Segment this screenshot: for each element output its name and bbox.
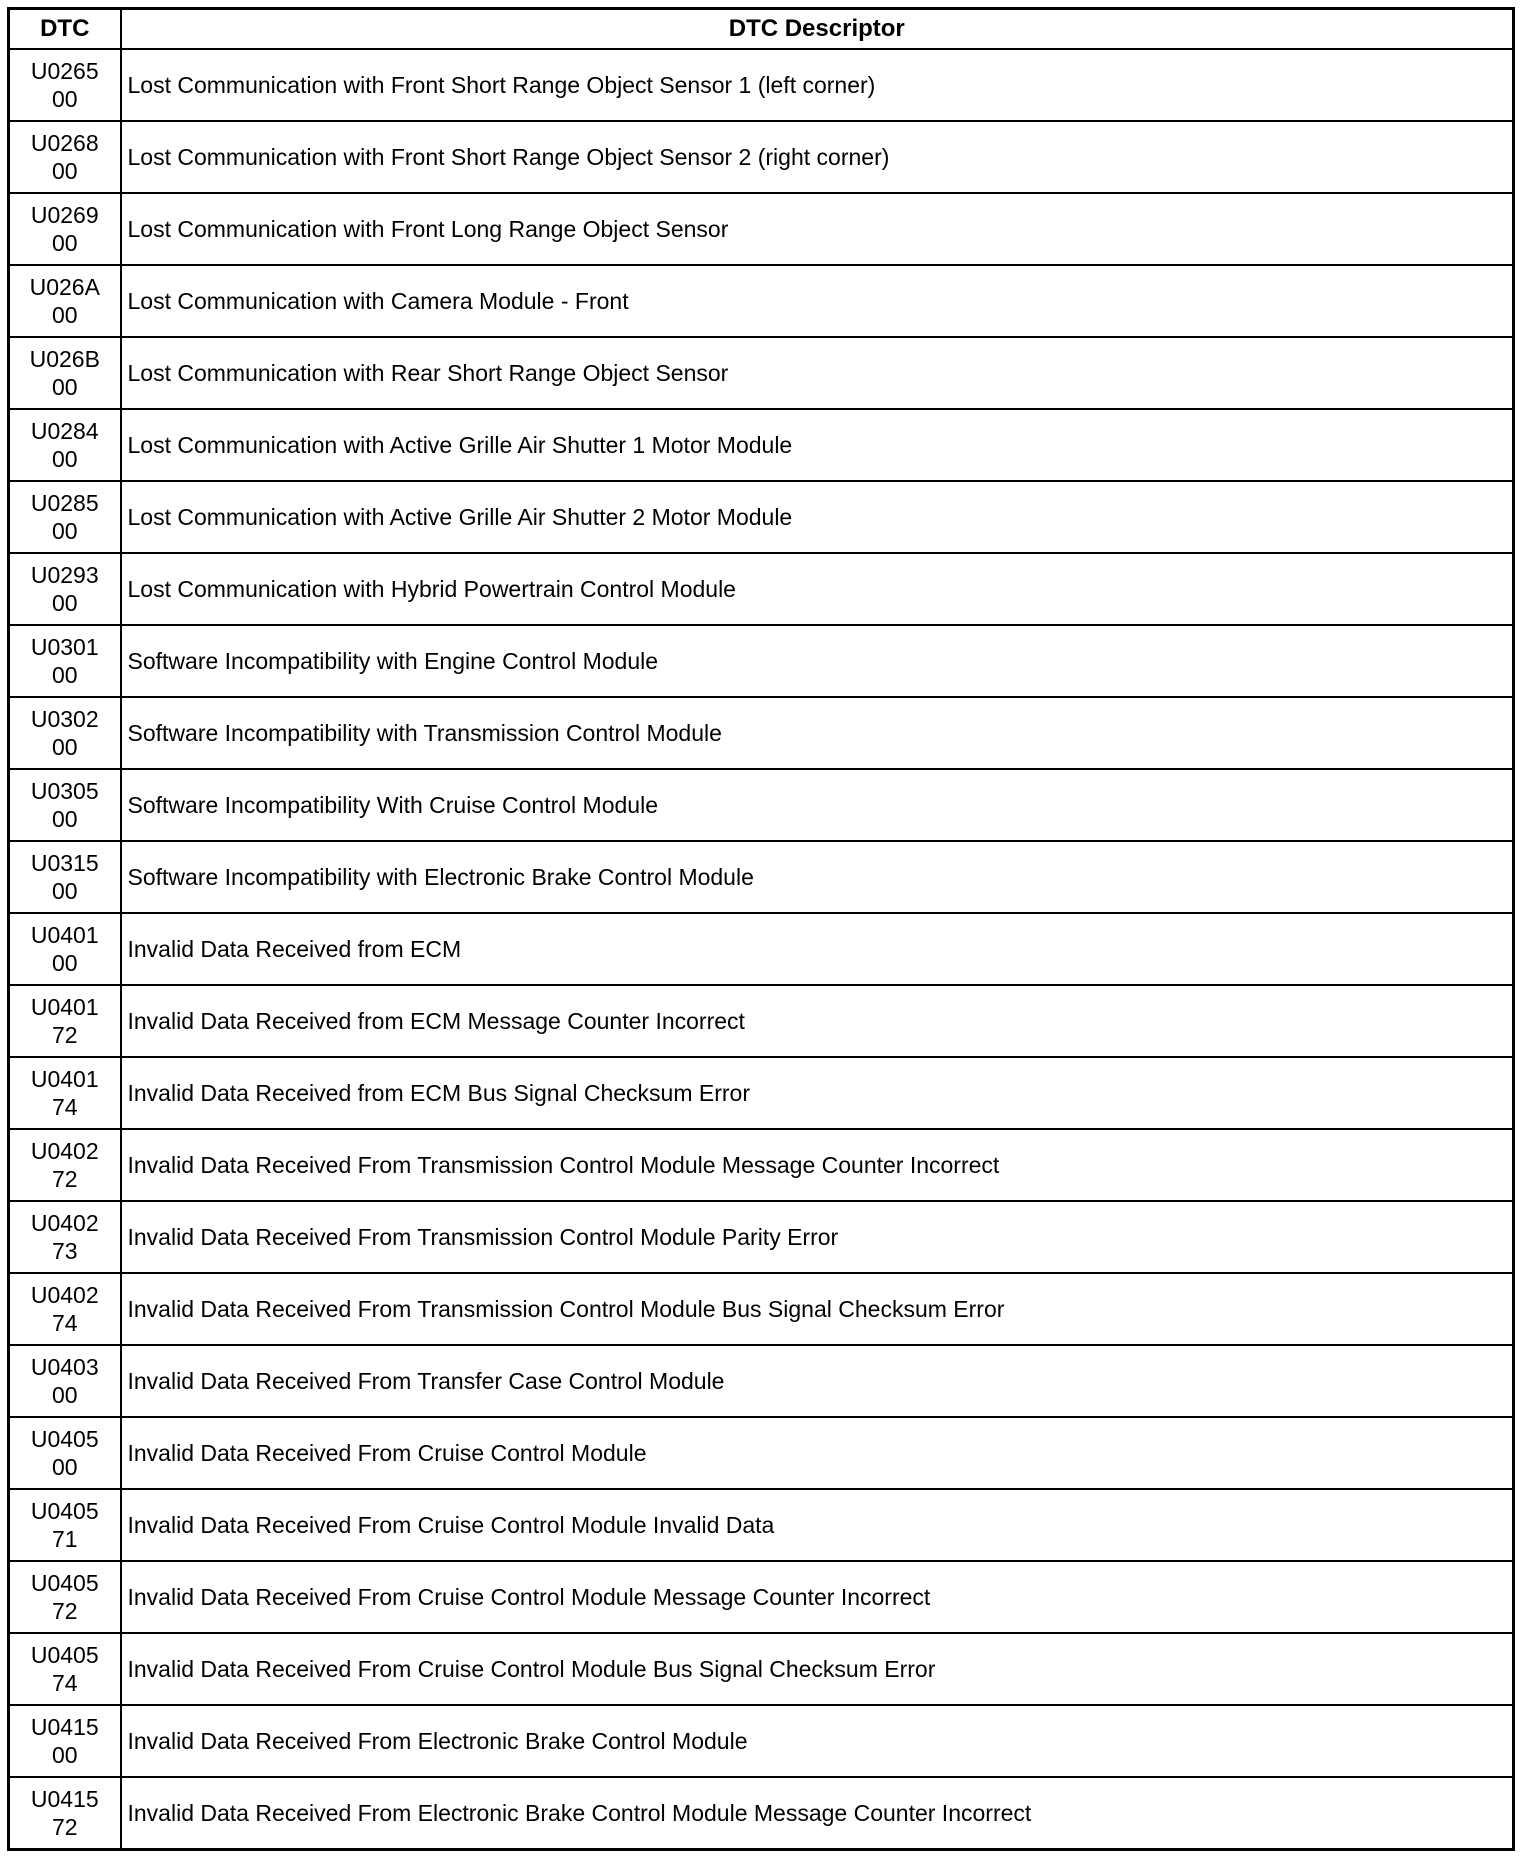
table-header-row xyxy=(9,9,1514,50)
table-row xyxy=(9,1129,1514,1201)
dtc-descriptor: Invalid Data Received From Electronic Brake Control Module Message Counter Incorrect xyxy=(121,1777,1514,1850)
dtc-symptom-byte: 00 xyxy=(51,590,78,616)
dtc-descriptor: Software Incompatibility with Electronic Brake Control Module xyxy=(121,841,1514,913)
dtc-descriptor: Invalid Data Received from ECM Bus Signal Checksum Error xyxy=(121,1057,1514,1129)
dtc-code-cell xyxy=(9,1345,121,1417)
dtc-code: U0402 xyxy=(30,1210,99,1236)
dtc-code-cell xyxy=(9,1201,121,1273)
dtc-code-cell xyxy=(9,121,121,193)
dtc-descriptor: Lost Communication with Active Grille Air Shutter 1 Motor Module xyxy=(121,409,1514,481)
dtc-descriptor: Software Incompatibility with Transmission Control Module xyxy=(121,697,1514,769)
table-body xyxy=(9,49,1514,1850)
dtc-code-cell xyxy=(9,769,121,841)
dtc-code: U0415 xyxy=(30,1786,99,1812)
dtc-symptom-byte: 00 xyxy=(51,1382,78,1408)
dtc-code: U0301 xyxy=(30,634,99,660)
dtc-descriptor: Lost Communication with Front Short Range Object Sensor 1 (left corner) xyxy=(121,49,1514,121)
dtc-code: U0415 xyxy=(30,1714,99,1740)
dtc-code-cell xyxy=(9,985,121,1057)
dtc-code: U0302 xyxy=(30,706,99,732)
dtc-descriptor: Invalid Data Received From Electronic Brake Control Module xyxy=(121,1705,1514,1777)
dtc-code: U0401 xyxy=(30,1066,99,1092)
dtc-descriptor: Invalid Data Received From Cruise Control Module Message Counter Incorrect xyxy=(121,1561,1514,1633)
table-row xyxy=(9,913,1514,985)
dtc-code: U0269 xyxy=(30,202,99,228)
dtc-code: U0268 xyxy=(30,130,99,156)
dtc-code-cell xyxy=(9,1777,121,1850)
table-row xyxy=(9,337,1514,409)
table-row xyxy=(9,193,1514,265)
dtc-code: U026A xyxy=(29,274,100,300)
table-row xyxy=(9,1345,1514,1417)
dtc-symptom-byte: 00 xyxy=(51,806,78,832)
dtc-descriptor: Invalid Data Received from ECM Message Counter Incorrect xyxy=(121,985,1514,1057)
dtc-code-cell xyxy=(9,1417,121,1489)
dtc-code: U0402 xyxy=(30,1282,99,1308)
dtc-code-cell xyxy=(9,49,121,121)
table-row xyxy=(9,769,1514,841)
header-dtc-descriptor: DTC Descriptor xyxy=(121,9,1514,50)
table-row xyxy=(9,1705,1514,1777)
dtc-code-cell xyxy=(9,697,121,769)
dtc-code: U0403 xyxy=(30,1354,99,1380)
dtc-symptom-byte: 00 xyxy=(51,446,78,472)
dtc-code: U0402 xyxy=(30,1138,99,1164)
dtc-descriptor: Lost Communication with Front Short Range Object Sensor 2 (right corner) xyxy=(121,121,1514,193)
dtc-symptom-byte: 72 xyxy=(51,1022,78,1048)
dtc-symptom-byte: 72 xyxy=(51,1814,78,1840)
table-row xyxy=(9,1057,1514,1129)
dtc-symptom-byte: 72 xyxy=(51,1598,78,1624)
dtc-code: U0305 xyxy=(30,778,99,804)
dtc-symptom-byte: 73 xyxy=(51,1238,78,1264)
table-row xyxy=(9,697,1514,769)
dtc-descriptor: Lost Communication with Rear Short Range Object Sensor xyxy=(121,337,1514,409)
dtc-code: U0401 xyxy=(30,922,99,948)
dtc-code-cell xyxy=(9,265,121,337)
dtc-code-cell xyxy=(9,841,121,913)
dtc-descriptor: Invalid Data Received From Transmission Control Module Parity Error xyxy=(121,1201,1514,1273)
dtc-descriptor: Lost Communication with Camera Module - Front xyxy=(121,265,1514,337)
dtc-code: U0293 xyxy=(30,562,99,588)
dtc-symptom-byte: 00 xyxy=(51,374,78,400)
dtc-symptom-byte: 00 xyxy=(51,1742,78,1768)
dtc-code-cell xyxy=(9,1273,121,1345)
table-row xyxy=(9,1633,1514,1705)
table-row xyxy=(9,49,1514,121)
dtc-table xyxy=(7,7,1515,1851)
dtc-code: U0405 xyxy=(30,1498,99,1524)
dtc-code: U0401 xyxy=(30,994,99,1020)
table-row xyxy=(9,553,1514,625)
dtc-symptom-byte: 00 xyxy=(51,86,78,112)
dtc-symptom-byte: 71 xyxy=(51,1526,78,1552)
dtc-code: U0405 xyxy=(30,1642,99,1668)
dtc-code-cell xyxy=(9,1129,121,1201)
dtc-descriptor: Invalid Data Received From Cruise Control Module Bus Signal Checksum Error xyxy=(121,1633,1514,1705)
dtc-code-cell xyxy=(9,1561,121,1633)
dtc-descriptor: Lost Communication with Front Long Range Object Sensor xyxy=(121,193,1514,265)
table-row xyxy=(9,841,1514,913)
dtc-code-cell xyxy=(9,193,121,265)
dtc-symptom-byte: 00 xyxy=(51,878,78,904)
dtc-descriptor: Invalid Data Received From Transmission Control Module Message Counter Incorrect xyxy=(121,1129,1514,1201)
table-row xyxy=(9,265,1514,337)
dtc-code: U0265 xyxy=(30,58,99,84)
table-row xyxy=(9,1777,1514,1850)
table-row xyxy=(9,121,1514,193)
dtc-symptom-byte: 00 xyxy=(51,662,78,688)
dtc-symptom-byte: 00 xyxy=(51,950,78,976)
dtc-symptom-byte: 00 xyxy=(51,230,78,256)
table-row xyxy=(9,409,1514,481)
dtc-code-cell xyxy=(9,913,121,985)
dtc-descriptor: Invalid Data Received From Transmission Control Module Bus Signal Checksum Error xyxy=(121,1273,1514,1345)
table-row xyxy=(9,1561,1514,1633)
dtc-symptom-byte: 00 xyxy=(51,158,78,184)
dtc-code-cell xyxy=(9,1489,121,1561)
dtc-code-cell xyxy=(9,1705,121,1777)
dtc-symptom-byte: 74 xyxy=(51,1310,78,1336)
dtc-code-cell xyxy=(9,481,121,553)
dtc-code-cell xyxy=(9,1057,121,1129)
dtc-descriptor: Lost Communication with Hybrid Powertrain Control Module xyxy=(121,553,1514,625)
dtc-descriptor: Invalid Data Received From Transfer Case Control Module xyxy=(121,1345,1514,1417)
dtc-code: U0285 xyxy=(30,490,99,516)
dtc-descriptor: Invalid Data Received from ECM xyxy=(121,913,1514,985)
dtc-symptom-byte: 00 xyxy=(51,302,78,328)
dtc-symptom-byte: 74 xyxy=(51,1670,78,1696)
dtc-symptom-byte: 00 xyxy=(51,734,78,760)
table-row xyxy=(9,1489,1514,1561)
dtc-code-cell xyxy=(9,337,121,409)
dtc-descriptor: Software Incompatibility With Cruise Control Module xyxy=(121,769,1514,841)
dtc-code: U0405 xyxy=(30,1570,99,1596)
table-row xyxy=(9,481,1514,553)
dtc-code-cell xyxy=(9,625,121,697)
dtc-code: U0284 xyxy=(30,418,99,444)
dtc-code: U0315 xyxy=(30,850,99,876)
dtc-descriptor: Software Incompatibility with Engine Control Module xyxy=(121,625,1514,697)
dtc-code-cell xyxy=(9,409,121,481)
header-dtc: DTC xyxy=(9,9,121,50)
dtc-code: U026B xyxy=(29,346,100,372)
table-row xyxy=(9,1417,1514,1489)
table-row xyxy=(9,1273,1514,1345)
table-row xyxy=(9,985,1514,1057)
dtc-code-cell xyxy=(9,553,121,625)
dtc-descriptor: Invalid Data Received From Cruise Control Module Invalid Data xyxy=(121,1489,1514,1561)
dtc-symptom-byte: 00 xyxy=(51,518,78,544)
dtc-code: U0405 xyxy=(30,1426,99,1452)
dtc-code-cell xyxy=(9,1633,121,1705)
dtc-symptom-byte: 74 xyxy=(51,1094,78,1120)
dtc-descriptor: Invalid Data Received From Cruise Control Module xyxy=(121,1417,1514,1489)
dtc-symptom-byte: 00 xyxy=(51,1454,78,1480)
table-row xyxy=(9,1201,1514,1273)
table-row xyxy=(9,625,1514,697)
dtc-symptom-byte: 72 xyxy=(51,1166,78,1192)
dtc-descriptor: Lost Communication with Active Grille Air Shutter 2 Motor Module xyxy=(121,481,1514,553)
